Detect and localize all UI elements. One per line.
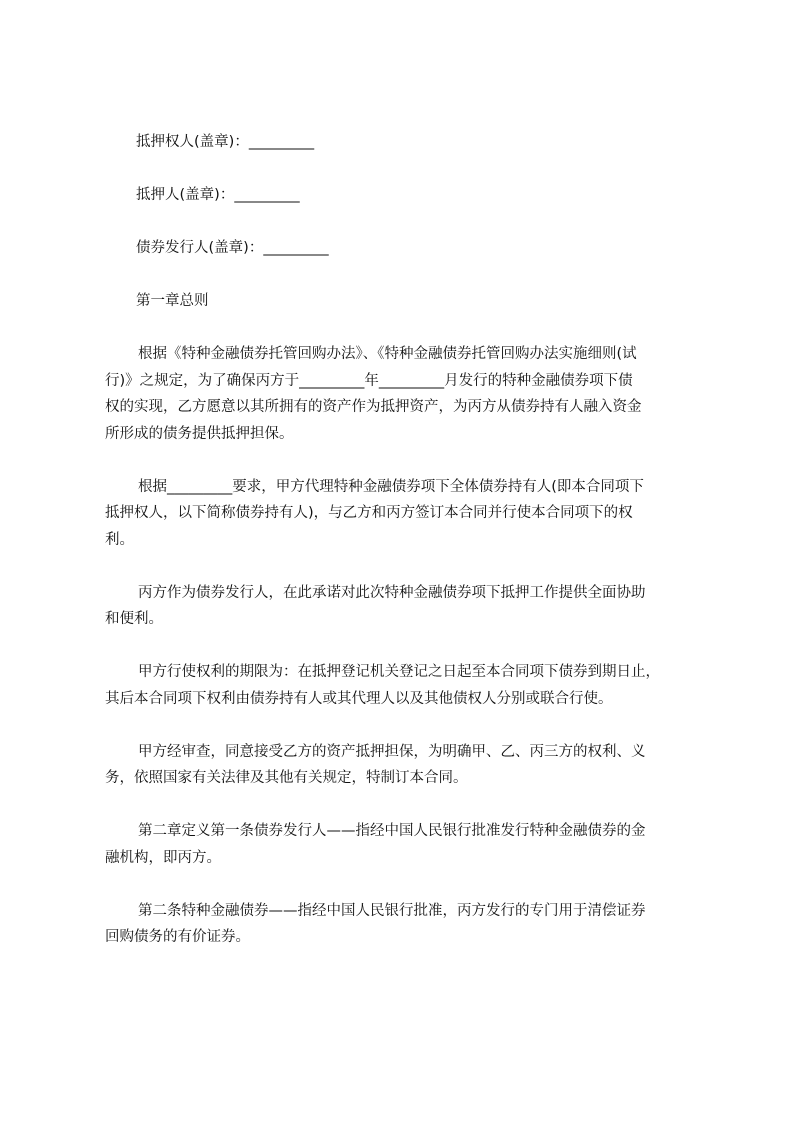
body-paragraphs [105, 341, 705, 951]
paragraph [105, 898, 705, 951]
signature-mortgagee: 抵押权人(盖章)：_________ [136, 134, 315, 150]
paragraph-line: 抵押权人，以下简称债券持有人)，与乙方和丙方签订本合同并行使本合同项下的权 [105, 505, 633, 521]
paragraph-line: 和便利。 [105, 611, 163, 627]
paragraph-line: 甲方行使权利的期限为：在抵押登记机关登记之日起至本合同项下债券到期日止， [138, 664, 660, 680]
paragraph-line: 丙方作为债券发行人，在此承诺对此次特种金融债券项下抵押工作提供全面协助 [138, 584, 646, 601]
paragraph-line: 根据《特种金融债券托管回购办法》、《特种金融债券托管回购办法实施细则(试 [138, 346, 637, 362]
paragraph [105, 474, 705, 554]
paragraph-line: 第二章定义第一条债券发行人——指经中国人民银行批准发行特种金融债券的金 [138, 823, 646, 839]
paragraph-line: 其后本合同项下权利由债券持有人或其代理人以及其他债权人分别或联合行使。 [105, 690, 613, 707]
paragraph-line: 第二条特种金融债券——指经中国人民银行批准，丙方发行的专门用于清偿证券 [138, 902, 646, 919]
paragraph [105, 659, 705, 712]
document-page [105, 129, 705, 977]
paragraph-line: 利。 [105, 531, 134, 548]
chapter-1-title: 第一章总则 [136, 293, 209, 309]
paragraph-line: 根据_________要求，甲方代理特种金融债券项下全体债券持有人(即本合同项下 [138, 478, 644, 495]
paragraph-line: 融机构，即丙方。 [105, 849, 221, 866]
paragraph-line: 甲方经审查，同意接受乙方的资产抵押担保，为明确甲、乙、丙三方的权利、义 [138, 743, 646, 760]
paragraph [105, 580, 705, 633]
paragraph-line: 权的实现，乙方愿意以其所拥有的资产作为抵押资产，为丙方从债券持有人融入资金 [105, 399, 642, 415]
paragraph-line: 回购债务的有价证券。 [105, 929, 250, 945]
paragraph-line: 务，依照国家有关法律及其他有关规定，特制订本合同。 [105, 770, 468, 786]
paragraph [105, 818, 705, 871]
paragraph-line: 行)》之规定，为了确保丙方于_________年_________月发行的特种金融债券项下债 [105, 372, 633, 389]
paragraph [105, 739, 705, 792]
paragraph-line: 所形成的债务提供抵押担保。 [105, 425, 294, 442]
signature-issuer: 债券发行人(盖章)：_________ [136, 240, 329, 256]
signature-mortgagor: 抵押人(盖章)：_________ [136, 187, 300, 203]
paragraph [105, 341, 705, 447]
